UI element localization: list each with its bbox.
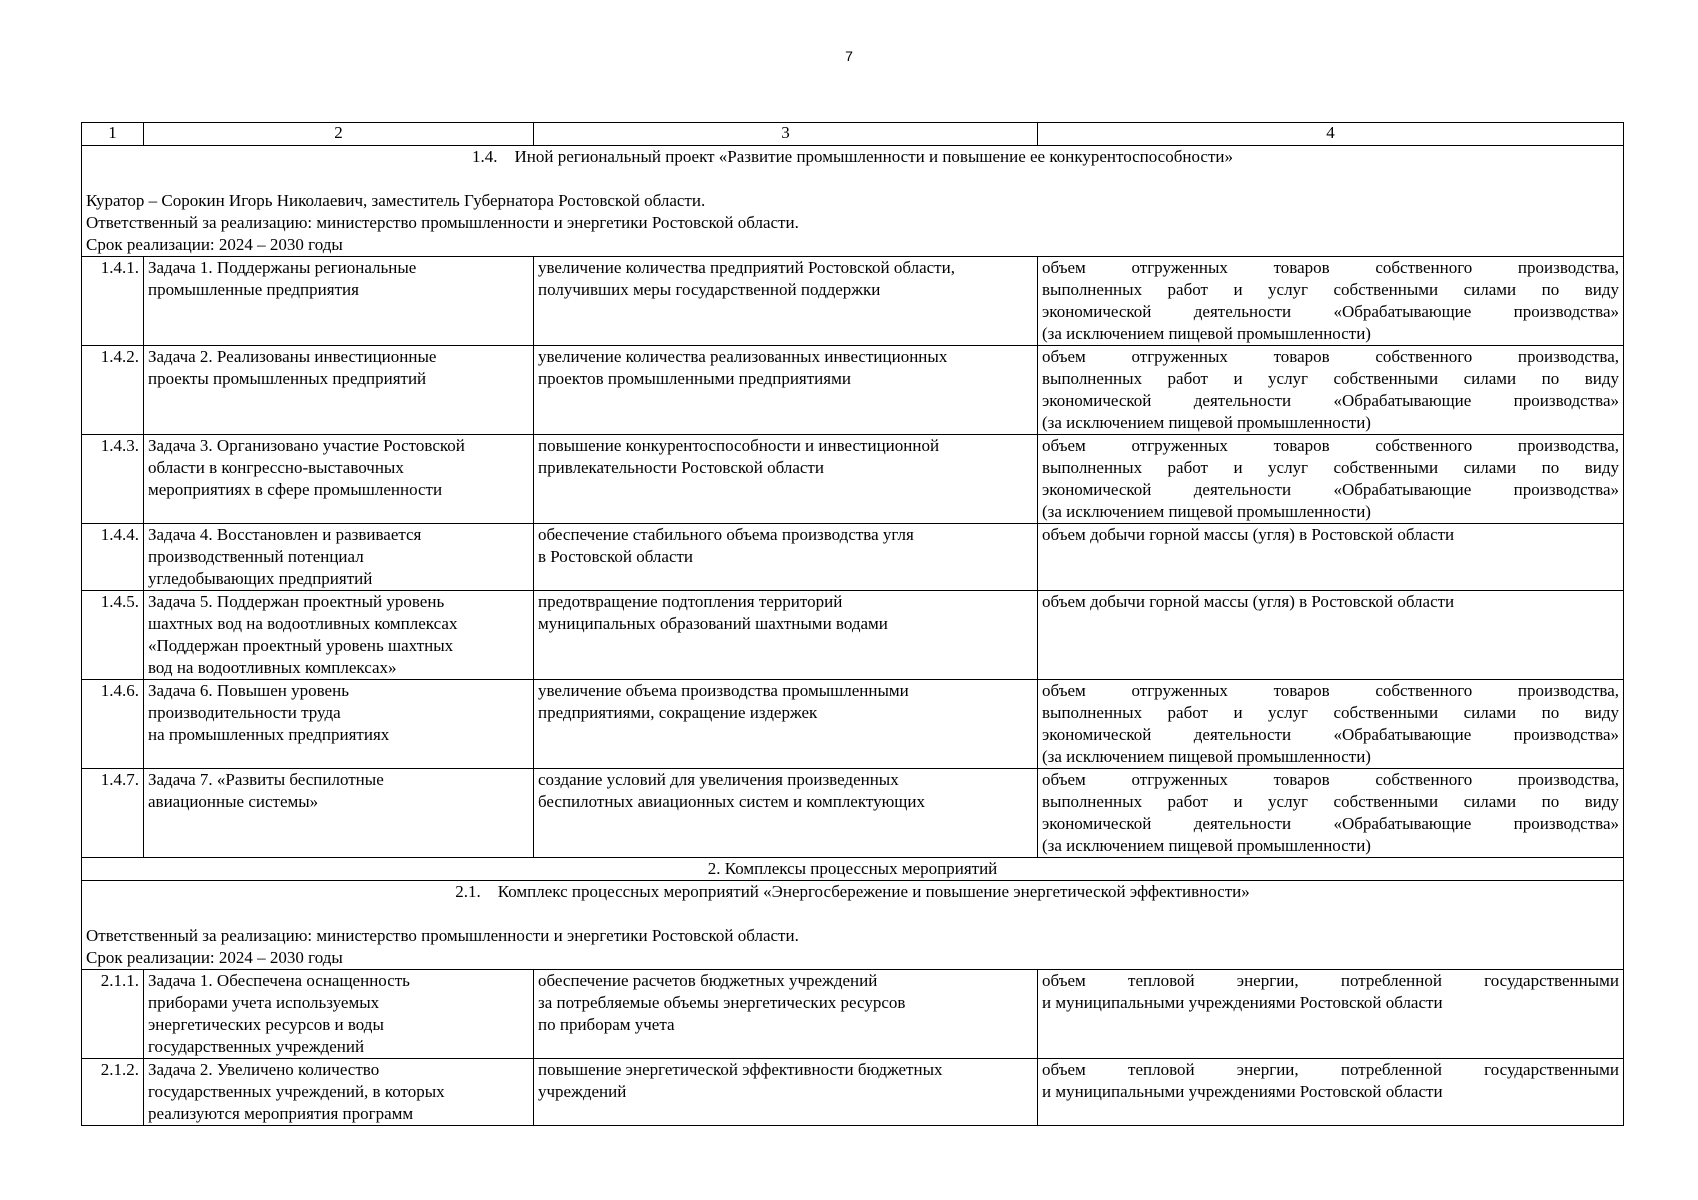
task-cell-line: проекты промышленных предприятий [148, 369, 427, 388]
indicator-cell-line: экономической деятельности «Обрабатывающие производства» [1042, 814, 1619, 833]
section-title: 1.4. Иной региональный проект «Развитие промышленности и повышение ее конкурентоспособности» [472, 147, 1233, 166]
task-cell-line: Задача 4. Восстановлен и развивается [148, 525, 422, 544]
task-cell-line: производительности труда [148, 703, 341, 722]
effect-cell [534, 524, 1038, 591]
effect-cell-line: повышение конкурентоспособности и инвестиционной [538, 436, 940, 455]
indicator-cell-line: объем тепловой энергии, потребленной государственными [1042, 1060, 1619, 1079]
task-number: 1.4.5. [82, 591, 144, 680]
effect-cell-line: проектов промышленными предприятиями [538, 369, 851, 388]
indicator-cell [1038, 346, 1624, 435]
task-cell-line: мероприятиях в сфере промышленности [148, 480, 443, 499]
indicator-cell-line: экономической деятельности «Обрабатывающие производства» [1042, 302, 1619, 321]
indicator-cell-line: объем добычи горной массы (угля) в Ростовской области [1042, 525, 1455, 544]
indicator-cell-line: (за исключением пищевой промышленности) [1042, 502, 1371, 521]
task-cell-line: производственный потенциал [148, 547, 364, 566]
indicator-cell-line: экономической деятельности «Обрабатывающие производства» [1042, 480, 1619, 499]
effect-cell [534, 435, 1038, 524]
section-info [82, 881, 1624, 970]
indicator-cell-line: экономической деятельности «Обрабатывающие производства» [1042, 725, 1619, 744]
section-info [82, 146, 1624, 257]
task-number: 1.4.1. [82, 257, 144, 346]
indicator-cell-line: объем отгруженных товаров собственного производства, [1042, 436, 1619, 455]
task-number: 1.4.6. [82, 680, 144, 769]
section-header-2-1 [82, 881, 1624, 970]
effect-cell-line: учреждений [538, 1082, 627, 1101]
effect-cell-line: предприятиями, сокращение издержек [538, 703, 818, 722]
effect-cell-line: по приборам учета [538, 1015, 675, 1034]
task-cell-line: Задача 3. Организовано участие Ростовской [148, 436, 465, 455]
section-responsible: Ответственный за реализацию: министерство промышленности и энергетики Ростовской области. [86, 926, 799, 945]
section-title: 2. Комплексы процессных мероприятий [82, 858, 1624, 881]
indicator-cell-line: (за исключением пищевой промышленности) [1042, 836, 1371, 855]
task-number: 2.1.1. [82, 970, 144, 1059]
effect-cell-line: предотвращение подтопления территорий [538, 592, 843, 611]
task-cell-line: реализуются мероприятия программ [148, 1104, 414, 1123]
column-number: 3 [534, 123, 1038, 146]
column-numbers-row [82, 123, 1624, 146]
effect-cell-line: в Ростовской области [538, 547, 694, 566]
task-row [82, 435, 1624, 524]
column-number: 2 [144, 123, 534, 146]
column-number: 1 [82, 123, 144, 146]
section-header-2 [82, 858, 1624, 881]
task-cell-line: Задача 6. Повышен уровень [148, 681, 349, 700]
task-cell-line: Задача 2. Реализованы инвестиционные [148, 347, 437, 366]
effect-cell-line: обеспечение расчетов бюджетных учреждений [538, 971, 878, 990]
effect-cell [534, 346, 1038, 435]
task-row [82, 591, 1624, 680]
task-cell [144, 257, 534, 346]
section-curator: Куратор – Сорокин Игорь Николаевич, заместитель Губернатора Ростовской области. [86, 191, 706, 210]
indicator-cell-line: выполненных работ и услуг собственными силами по виду [1042, 369, 1619, 388]
task-cell-line: авиационные системы» [148, 792, 319, 811]
indicator-cell [1038, 435, 1624, 524]
effect-cell-line: муниципальных образований шахтными водами [538, 614, 888, 633]
indicator-cell-line: и муниципальными учреждениями Ростовской области [1042, 1082, 1443, 1101]
task-row [82, 346, 1624, 435]
effect-cell-line: привлекательности Ростовской области [538, 458, 824, 477]
effect-cell-line: обеспечение стабильного объема производства угля [538, 525, 914, 544]
task-cell-line: вод на водоотливных комплексах» [148, 658, 397, 677]
effect-cell-line: увеличение объема производства промышленными [538, 681, 909, 700]
task-cell [144, 524, 534, 591]
indicator-cell [1038, 524, 1624, 591]
effect-cell [534, 257, 1038, 346]
effect-cell [534, 769, 1038, 858]
task-cell [144, 346, 534, 435]
effect-cell-line: повышение энергетической эффективности бюджетных [538, 1060, 943, 1079]
indicator-cell-line: объем отгруженных товаров собственного производства, [1042, 347, 1619, 366]
task-number: 1.4.2. [82, 346, 144, 435]
task-cell-line: Задача 7. «Развиты беспилотные [148, 770, 384, 789]
task-cell [144, 769, 534, 858]
effect-cell [534, 591, 1038, 680]
indicator-cell [1038, 680, 1624, 769]
program-structure-table [81, 122, 1624, 1126]
task-row [82, 1059, 1624, 1126]
indicator-cell [1038, 591, 1624, 680]
task-number: 2.1.2. [82, 1059, 144, 1126]
task-number: 1.4.3. [82, 435, 144, 524]
task-cell-line: Задача 1. Поддержаны региональные [148, 258, 417, 277]
indicator-cell-line: экономической деятельности «Обрабатывающие производства» [1042, 391, 1619, 410]
effect-cell-line: беспилотных авиационных систем и комплектующих [538, 792, 925, 811]
task-cell-line: области в конгрессно-выставочных [148, 458, 404, 477]
effect-cell-line: создание условий для увеличения произведенных [538, 770, 899, 789]
indicator-cell [1038, 1059, 1624, 1126]
task-row [82, 680, 1624, 769]
task-number: 1.4.7. [82, 769, 144, 858]
effect-cell-line: за потребляемые объемы энергетических ресурсов [538, 993, 906, 1012]
indicator-cell-line: объем отгруженных товаров собственного производства, [1042, 770, 1619, 789]
task-row [82, 257, 1624, 346]
page-number: 7 [845, 48, 853, 64]
task-cell-line: приборами учета используемых [148, 993, 380, 1012]
task-cell-line: угледобывающих предприятий [148, 569, 373, 588]
task-cell-line: Задача 2. Увеличено количество [148, 1060, 380, 1079]
task-cell [144, 435, 534, 524]
indicator-cell-line: (за исключением пищевой промышленности) [1042, 413, 1371, 432]
effect-cell-line: увеличение количества предприятий Ростовской области, [538, 258, 955, 277]
task-cell [144, 680, 534, 769]
indicator-cell-line: выполненных работ и услуг собственными силами по виду [1042, 280, 1619, 299]
task-cell-line: государственных учреждений, в которых [148, 1082, 445, 1101]
task-cell-line: энергетических ресурсов и воды [148, 1015, 384, 1034]
task-row [82, 524, 1624, 591]
indicator-cell-line: и муниципальными учреждениями Ростовской области [1042, 993, 1443, 1012]
indicator-cell-line: выполненных работ и услуг собственными силами по виду [1042, 703, 1619, 722]
task-cell-line: Задача 1. Обеспечена оснащенность [148, 971, 410, 990]
effect-cell-line: получивших меры государственной поддержки [538, 280, 881, 299]
indicator-cell-line: объем отгруженных товаров собственного производства, [1042, 681, 1619, 700]
task-cell-line: промышленные предприятия [148, 280, 359, 299]
indicator-cell [1038, 257, 1624, 346]
effect-cell-line: увеличение количества реализованных инвестиционных [538, 347, 948, 366]
effect-cell [534, 680, 1038, 769]
indicator-cell-line: выполненных работ и услуг собственными силами по виду [1042, 792, 1619, 811]
task-cell [144, 1059, 534, 1126]
task-cell-line: на промышленных предприятиях [148, 725, 390, 744]
indicator-cell-line: объем тепловой энергии, потребленной государственными [1042, 971, 1619, 990]
indicator-cell [1038, 769, 1624, 858]
section-term: Срок реализации: 2024 – 2030 годы [86, 948, 343, 967]
task-cell [144, 591, 534, 680]
effect-cell [534, 970, 1038, 1059]
task-cell-line: Задача 5. Поддержан проектный уровень [148, 592, 445, 611]
indicator-cell [1038, 970, 1624, 1059]
task-number: 1.4.4. [82, 524, 144, 591]
task-cell-line: «Поддержан проектный уровень шахтных [148, 636, 454, 655]
column-number: 4 [1038, 123, 1624, 146]
task-row [82, 769, 1624, 858]
indicator-cell-line: (за исключением пищевой промышленности) [1042, 324, 1371, 343]
section-responsible: Ответственный за реализацию: министерство промышленности и энергетики Ростовской области. [86, 213, 799, 232]
section-title: 2.1. Комплекс процессных мероприятий «Энергосбережение и повышение энергетической эффективности» [455, 882, 1250, 901]
indicator-cell-line: выполненных работ и услуг собственными силами по виду [1042, 458, 1619, 477]
effect-cell [534, 1059, 1038, 1126]
task-cell-line: государственных учреждений [148, 1037, 365, 1056]
indicator-cell-line: объем отгруженных товаров собственного производства, [1042, 258, 1619, 277]
indicator-cell-line: объем добычи горной массы (угля) в Ростовской области [1042, 592, 1455, 611]
indicator-cell-line: (за исключением пищевой промышленности) [1042, 747, 1371, 766]
task-cell-line: шахтных вод на водоотливных комплексах [148, 614, 458, 633]
task-cell [144, 970, 534, 1059]
task-row [82, 970, 1624, 1059]
section-header-1-4 [82, 146, 1624, 257]
section-term: Срок реализации: 2024 – 2030 годы [86, 235, 343, 254]
